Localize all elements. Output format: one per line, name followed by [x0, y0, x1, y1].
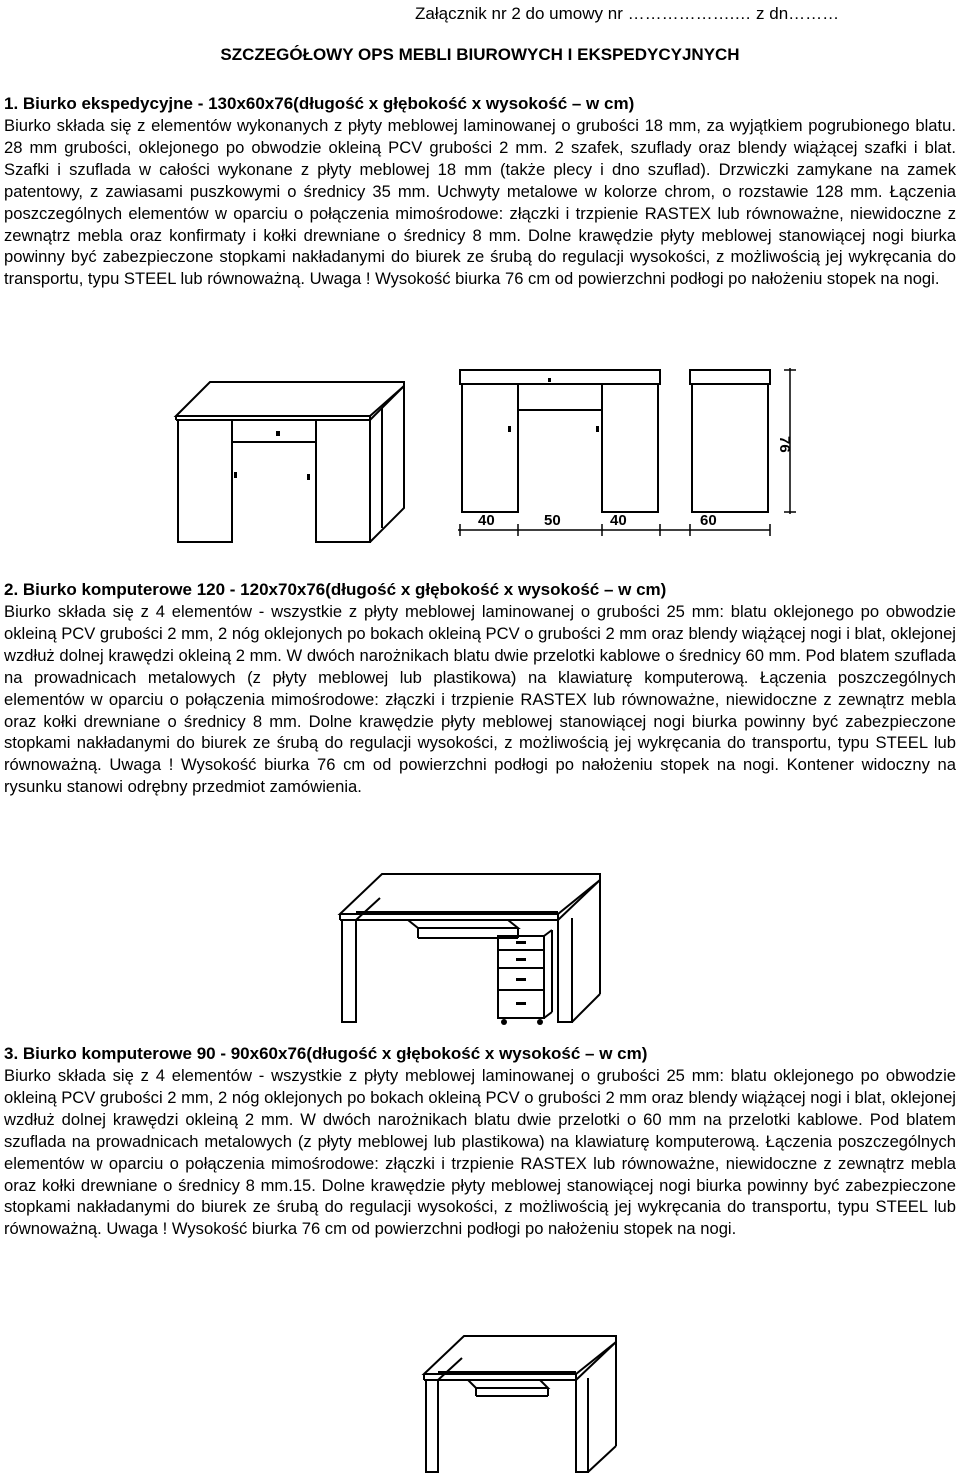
document-title: SZCZEGÓŁOWY OPS MEBLI BIUROWYCH I EKSPEDYCYJNYCH — [220, 45, 740, 64]
section-3-heading: 3. Biurko komputerowe 90 - 90x60x76(długość x głębokość x wysokość – w cm) — [4, 1044, 648, 1063]
figure-3-computer-desk — [420, 1334, 620, 1478]
figure-1-desk-perspective — [170, 380, 410, 550]
section-2-body: Biurko składa się z 4 elementów - wszystkie z płyty meblowej laminowanej o grubości 25 mm: blatu oklejonego po obwodzie okleiną PCV grubości 2 mm, 2 nóg oklejonych po bokach okleiną PCV o grubości 2 mm oraz blendy wiążącej nogi i blat, oklejonej wzdłuż dolnej krawędzi okleiną 2 mm. W dwóch narożnikach blatu dwie przelotki kablowe o średnicy 60 mm. Pod blatem szuflada na prowadnicach metalowych (z płyty meblowej lub plastikowa) na klawiaturę komputerową. Łączenia poszczególnych elementów w oparciu o połączenia mimośrodowe: złączki i trzpienie RASTEX lub równoważne, niewidoczne z zewnątrz mebla oraz kołki drewniane o średnicy 8 mm. Dolne krawędzie płyty meblowej stanowiącej nogi biurka powinny być zabezpieczone stopkami nakładanymi do biurek ze śrubą do regulacji wysokości, z możliwością jej wykręcania do transportu, typu STEEL lub równoważną. Uwaga ! Wysokość biurka 76 cm od powierzchni podłogi po nałożeniu stopek na nogi. Kontener widoczny na rysunku stanowi odrębny przedmiot zamówienia. — [4, 602, 956, 797]
dim-label-50: 50 — [544, 512, 561, 529]
section-2-heading: 2. Biurko komputerowe 120 - 120x70x76(długość x głębokość x wysokość – w cm) — [4, 580, 667, 599]
section-1-body: Biurko składa się z elementów wykonanych z płyty meblowej laminowanej o grubości 18 mm, za wyjątkiem pogrubionego blatu. 28 mm grubości, oklejonego po obwodzie okleiną PCV grubości 2 mm. 2 szafek, szuflady oraz blendy wiążącej szafki i blat. Szafki i szuflada w całości wykonane z płyty meblowej 18 mm (także plecy i dno szuflad). Drzwiczki zamykane na zamek patentowy, z zawiasami puszkowymi o średnicy 35 mm. Uchwyty metalowe w kolorze chrom, o rozstawie 128 mm. Łączenia poszczególnych elementów w oparciu o połączenia mimośrodowe: złączki i trzpienie RASTEX lub równoważne, niewidoczne z zewnątrz mebla oraz konfirmaty i kołki drewniane o średnicy 8 mm. Dolne krawędzie płyty meblowej stanowiącej nogi biurka powinny być zabezpieczone stopkami nakładanymi do biurek ze śrubą do regulacji wysokości, z możliwością jej wykręcania do transportu, typu STEEL lub równoważną. Uwaga ! Wysokość biurka 76 cm od powierzchni podłogi po nałożeniu stopek na nogi. — [4, 116, 956, 289]
figure-2-computer-desk — [336, 872, 606, 1030]
dim-label-60: 60 — [700, 512, 717, 529]
section-1-heading: 1. Biurko ekspedycyjne - 130x60x76(długość x głębokość x wysokość – w cm) — [4, 94, 635, 113]
dim-label-76: 76 — [776, 436, 793, 453]
figure-1-desk-front-view — [450, 360, 810, 540]
section-3-body: Biurko składa się z 4 elementów - wszystkie z płyty meblowej laminowanej o grubości 25 mm: blatu oklejonego po obwodzie okleiną PCV grubości 2 mm, 2 nóg oklejonych po bokach okleiną PCV o grubości 2 mm oraz blendy wiążącej nogi i blat, oklejonej wzdłuż dolnej krawędzi okleiną 2 mm. W dwóch narożnikach blatu dwie przelotki o 60 mm na przelotki kablowe. Pod blatem szuflada na prowadnicach metalowych (z płyty meblowej lub plastikowa) na klawiaturę komputerową. Łączenia poszczególnych elementów w oparciu o połączenia mimośrodowe: złączki i trzpienie RASTEX lub równoważne, niewidoczne z zewnątrz mebla oraz kołki drewniane o średnicy 8 mm.15. Dolne krawędzie płyty meblowej stanowiącej nogi biurka powinny być zabezpieczone stopkami nakładanymi do biurek ze śrubą do regulacji wysokości, z możliwością jej wykręcania do transportu, typu STEEL lub równoważną. Uwaga ! Wysokość biurka 76 cm od powierzchni podłogi po nałożeniu stopek na nogi. — [4, 1066, 956, 1239]
attachment-line: Załącznik nr 2 do umowy nr ……………….… z dn……… — [415, 4, 840, 23]
dim-label-40b: 40 — [610, 512, 627, 529]
dim-label-40a: 40 — [478, 512, 495, 529]
